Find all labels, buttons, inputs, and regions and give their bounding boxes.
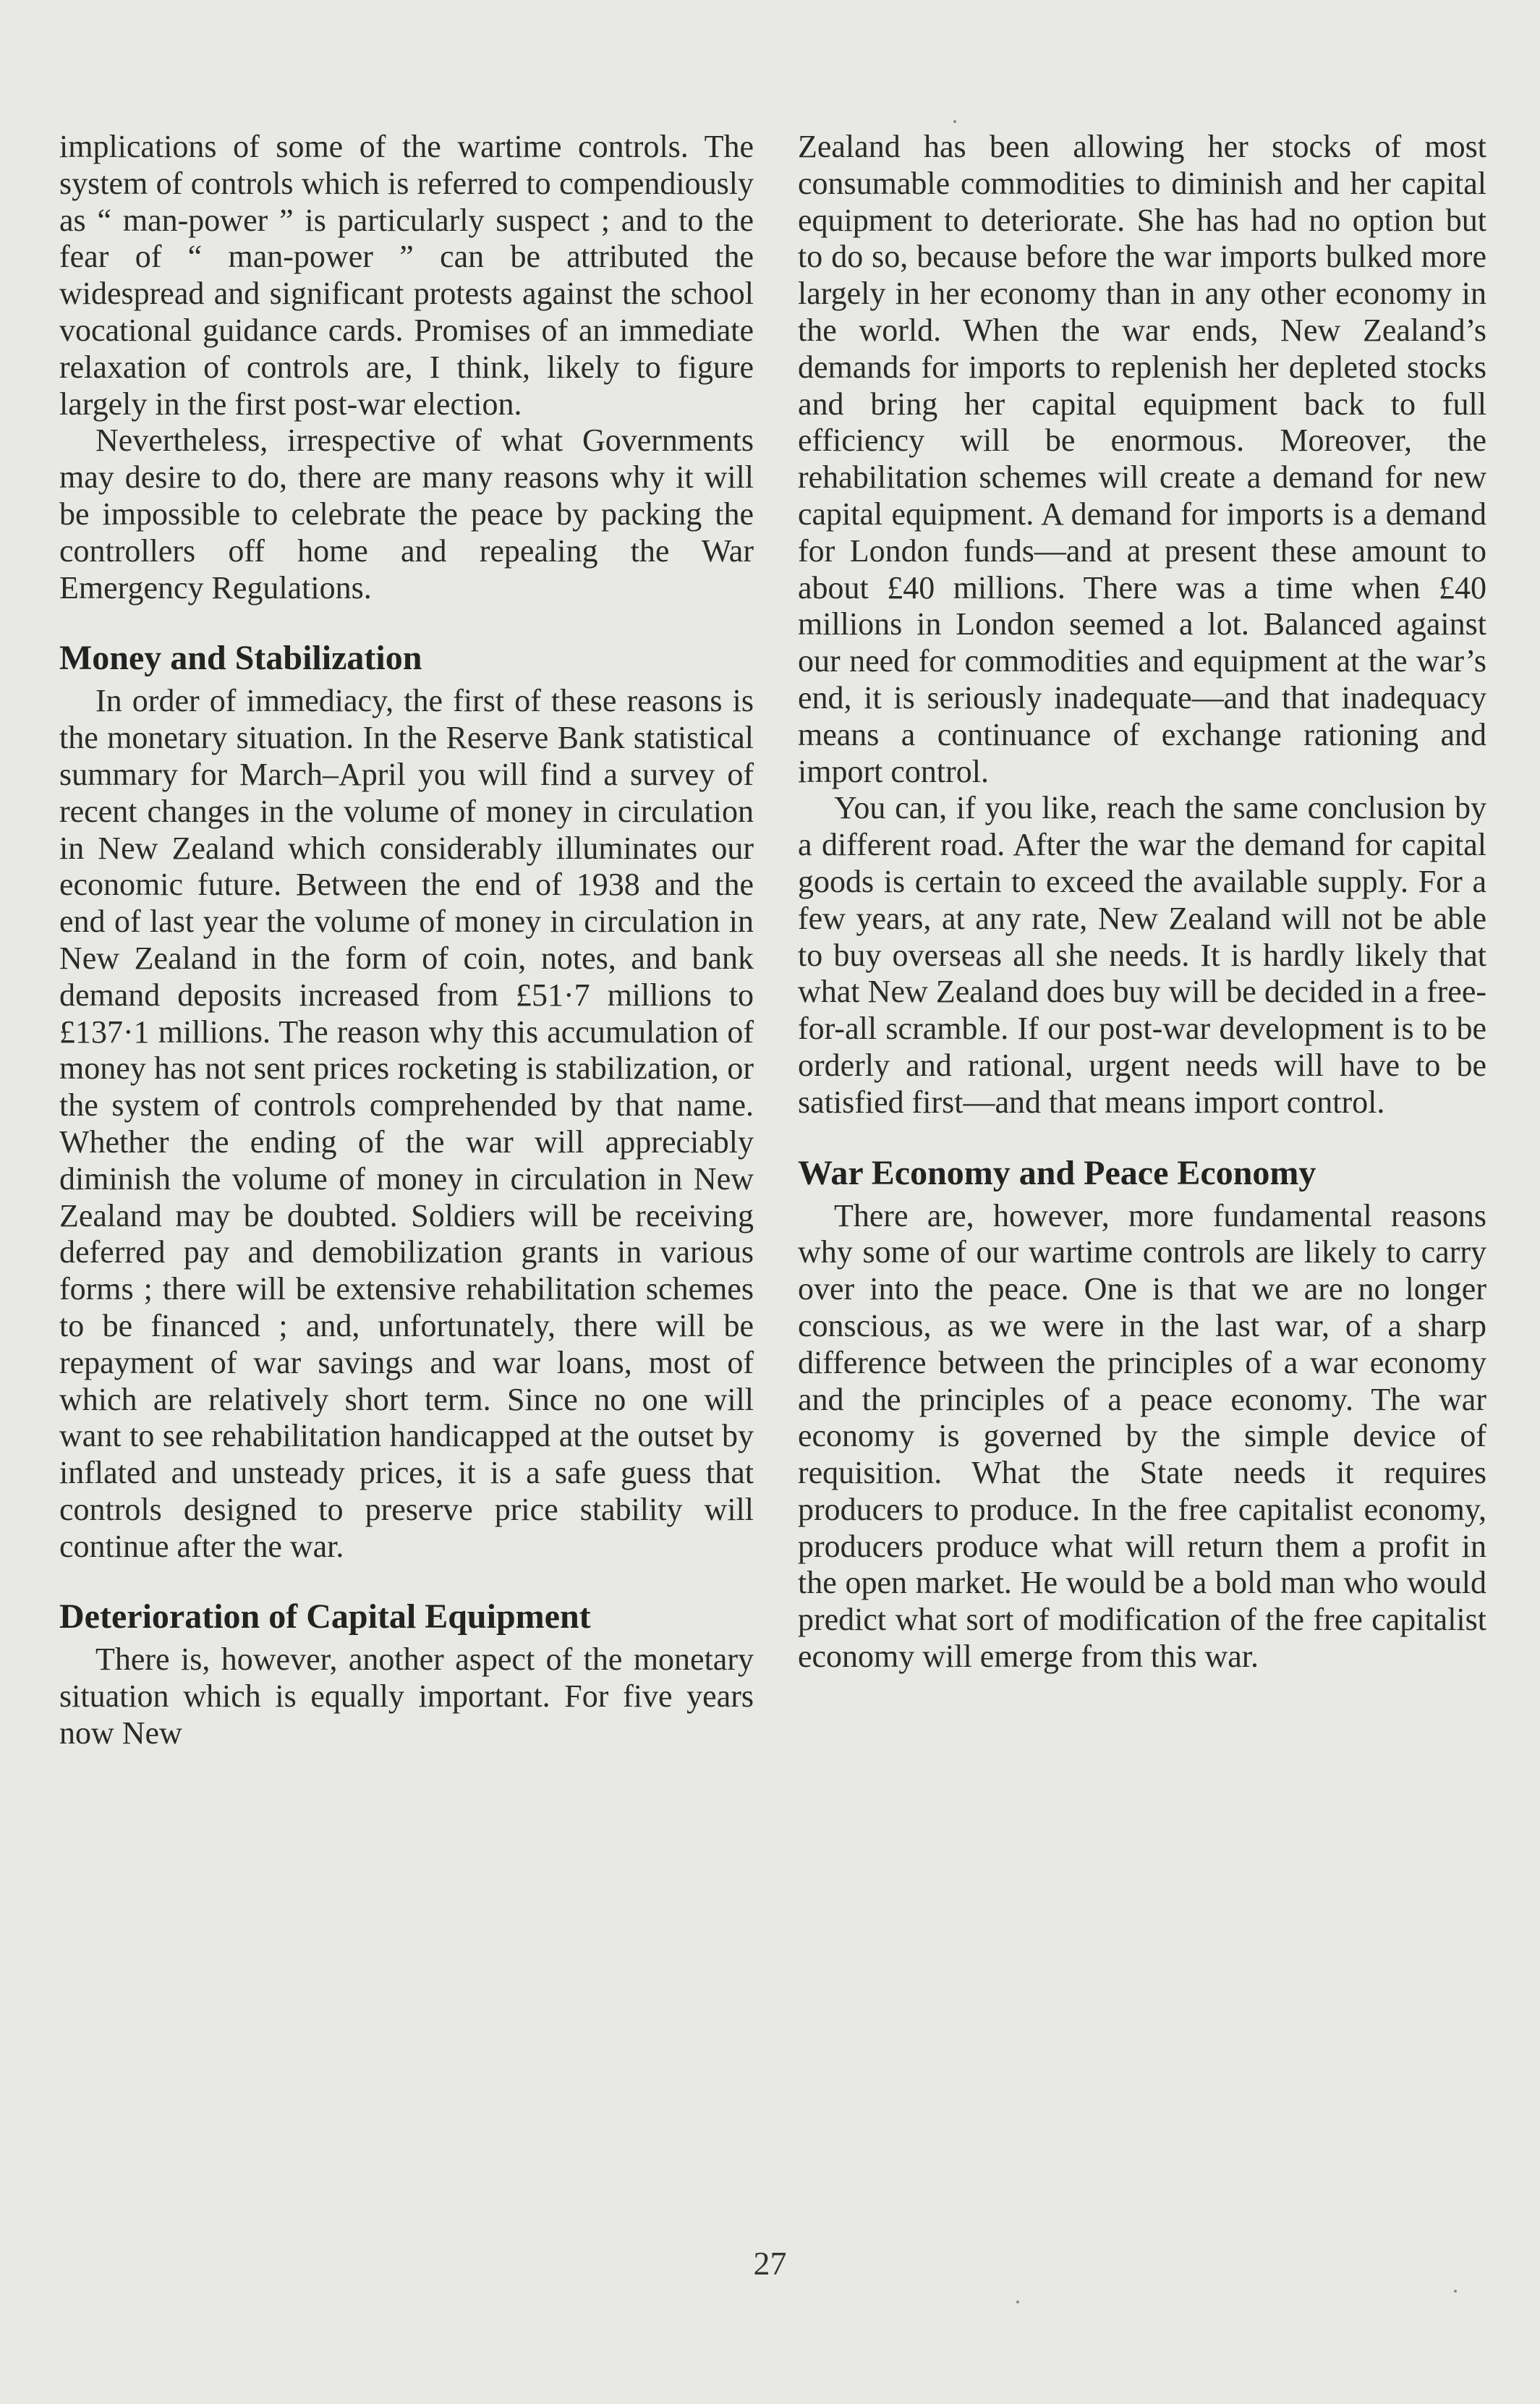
section-heading: Deterioration of Capital Equipment <box>59 1597 591 1636</box>
page-number: 27 <box>753 2245 787 2282</box>
paper-speck <box>953 120 956 123</box>
paragraph: There are, however, more fundamental reasons why some of our wartime controls are likely to carry over into the peace. One is that we are no longer conscious, as we were in the last war, of a sharp difference between the principles of a war economy and the principles of a peace economy. The war economy is governed by the simple device of requisition. What the State needs it requires producers to produce. In the free capitalist economy, producers produce what will return them a profit in the open market. He would be a bold man who would predict what sort of modification of the free capitalist economy will emerge from this war. <box>798 1197 1486 1675</box>
paper-speck <box>1016 2301 1019 2303</box>
section-heading: Money and Stabilization <box>59 639 422 678</box>
paragraph: Nevertheless, irrespective of what Governments may desire to do, there are many reasons why it will be impossible to celebrate the peace by packing the controllers off home and repealing the War Emergency Regulations. <box>59 422 754 606</box>
section-heading: War Economy and Peace Economy <box>798 1153 1316 1192</box>
paragraph: You can, if you like, reach the same conclusion by a different road. After the war the demand for capital goods is certain to exceed the available supply. For a few years, at any rate, New Zealand will not be able to buy overseas all she needs. It is hardly likely that what New Zealand does buy will be decided in a free-for-all scramble. If our post-war development is to be orderly and rational, urgent needs will have to be satisfied first—and that means import control. <box>798 790 1486 1120</box>
left-column <box>59 129 754 1752</box>
paragraph: There is, however, another aspect of the monetary situation which is equally important. For five years now New <box>59 1641 754 1751</box>
paragraph: In order of immediacy, the first of these reasons is the monetary situation. In the Reserve Bank statistical summary for March–April you will find a survey of recent changes in the volume of money in circulation in New Zealand which considerably illuminates our economic future. Between the end of 1938 and the end of last year the volume of money in circulation in New Zealand in the form of coin, notes, and bank demand deposits increased from £51·7 millions to £137·1 millions. The reason why this accumulation of money has not sent prices rocketing is stabilization, or the system of controls comprehended by that name. Whether the ending of the war will appreciably diminish the volume of money in circulation in New Zealand may be doubted. Soldiers will be receiving deferred pay and demobilization grants in various forms ; there will be extensive rehabilitation schemes to be financed ; and, unfortunately, there will be repayment of war savings and war loans, most of which are relatively short term. Since no one will want to see rehabilitation handicapped at the outset by inflated and unsteady prices, it is a safe guess that controls designed to preserve price stability will continue after the war. <box>59 683 754 1564</box>
paragraph: implications of some of the wartime controls. The system of controls which is referred to compendiously as “ man-power ” is particularly suspect ; and to the fear of “ man-power ” can be attributed the widespread and significant protests against the school vocational guidance cards. Promises of an immediate relaxation of controls are, I think, likely to figure largely in the first post-war election. <box>59 129 754 422</box>
paragraph: Zealand has been allowing her stocks of most consumable commodities to diminish and her capital equipment to deteriorate. She has had no option but to do so, because before the war imports bulked more largely in her economy than in any other economy in the world. When the war ends, New Zealand’s demands for imports to replenish her depleted stocks and bring her capital equipment back to full efficiency will be enormous. Moreover, the rehabilitation schemes will create a demand for new capital equipment. A demand for imports is a demand for London funds—and at present these amount to about £40 millions. There was a time when £40 millions in London seemed a lot. Balanced against our need for commodities and equipment at the war’s end, it is seriously inadequate—and that inadequacy means a continuance of exchange rationing and import control. <box>798 129 1486 789</box>
paper-speck <box>1454 2290 1457 2293</box>
right-column <box>798 129 1486 1675</box>
